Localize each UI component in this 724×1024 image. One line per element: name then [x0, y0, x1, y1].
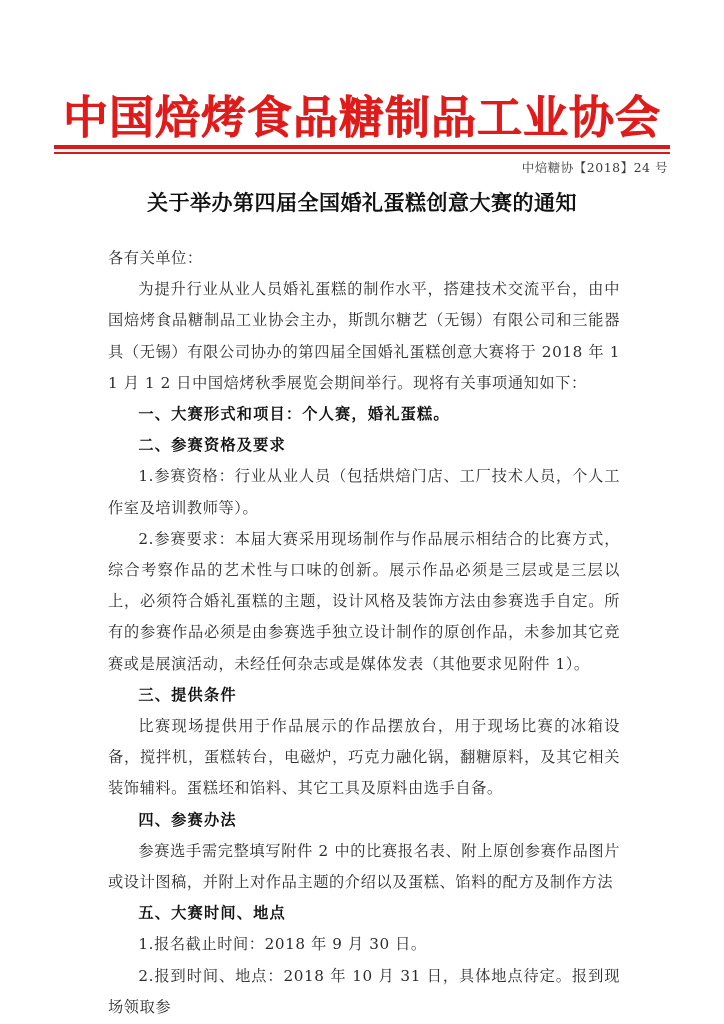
masthead [0, 92, 724, 144]
section-heading: 三、提供条件 [138, 685, 237, 704]
section-heading: 四、参赛办法 [138, 810, 237, 829]
body-paragraph: 参赛选手需完整填写附件 2 中的比赛报名表、附上原创参赛作品图片或设计图稿，并附上对作品主题的介绍以及蛋糕、馅料的配方及制作方法 [108, 841, 620, 892]
body-paragraph: 1.参赛资格：行业从业人员（包括烘焙门店、工厂技术人员，个人工作室及培训教师等）。 [108, 467, 620, 517]
association-name-heading: 中国焙烤食品糖制品工业协会 [62, 91, 661, 144]
document-title: 关于举办第四届全国婚礼蛋糕创意大赛的通知 [147, 190, 577, 215]
body-paragraph: 为提升行业从业人员婚礼蛋糕的制作水平，搭建技术交流平台，由中国焙烤食品糖制品工业协会主办，斯凯尔糖艺（无锡）有限公司和三能器具（无锡）有限公司协办的第四届全国婚礼蛋糕创意大赛将于 2018 年 11 月 1 2 日中国焙烤秋季展览会期间举行。现将有关事项通知如下： [108, 280, 620, 392]
section-heading: 一、大赛形式和项目：个人赛，婚礼蛋糕。 [138, 405, 450, 424]
document-body [108, 243, 620, 1023]
section-heading: 二、参赛资格及要求 [138, 436, 286, 455]
body-paragraph: 比赛现场提供用于作品展示的作品摆放台，用于现场比赛的冰箱设备，搅拌机，蛋糕转台，电磁炉，巧克力融化锅，翻糖原料，及其它相关装饰辅料。蛋糕坯和馅料、其它工具及原料由选手自备。 [108, 717, 620, 798]
section-heading: 五、大赛时间、地点 [138, 904, 286, 923]
body-paragraph-list [108, 274, 620, 1023]
masthead-rule [54, 145, 670, 154]
body-paragraph: 2.参赛要求：本届大赛采用现场制作与作品展示相结合的比赛方式，综合考察作品的艺术性与口味的创新。展示作品必须是三层或是三层以上，必须符合婚礼蛋糕的主题，设计风格及装饰方法由参赛选手自定。所有的参赛作品必须是由参赛选手独立设计制作的原创作品，未参加其它竞赛或是展演活动，未经任何杂志或是媒体发表（其他要求见附件 1）。 [108, 529, 620, 673]
masthead-rule-thin [54, 152, 670, 154]
body-paragraph: 2.报到时间、地点：2018 年 10 月 31 日，具体地点待定。报到现场领取参 [108, 966, 620, 1016]
body-paragraph: 1.报名截止时间：2018 年 9 月 30 日。 [138, 935, 427, 954]
salutation: 各有关单位： [108, 249, 203, 267]
document-number: 中焙糖协【2018】24 号 [521, 160, 668, 175]
